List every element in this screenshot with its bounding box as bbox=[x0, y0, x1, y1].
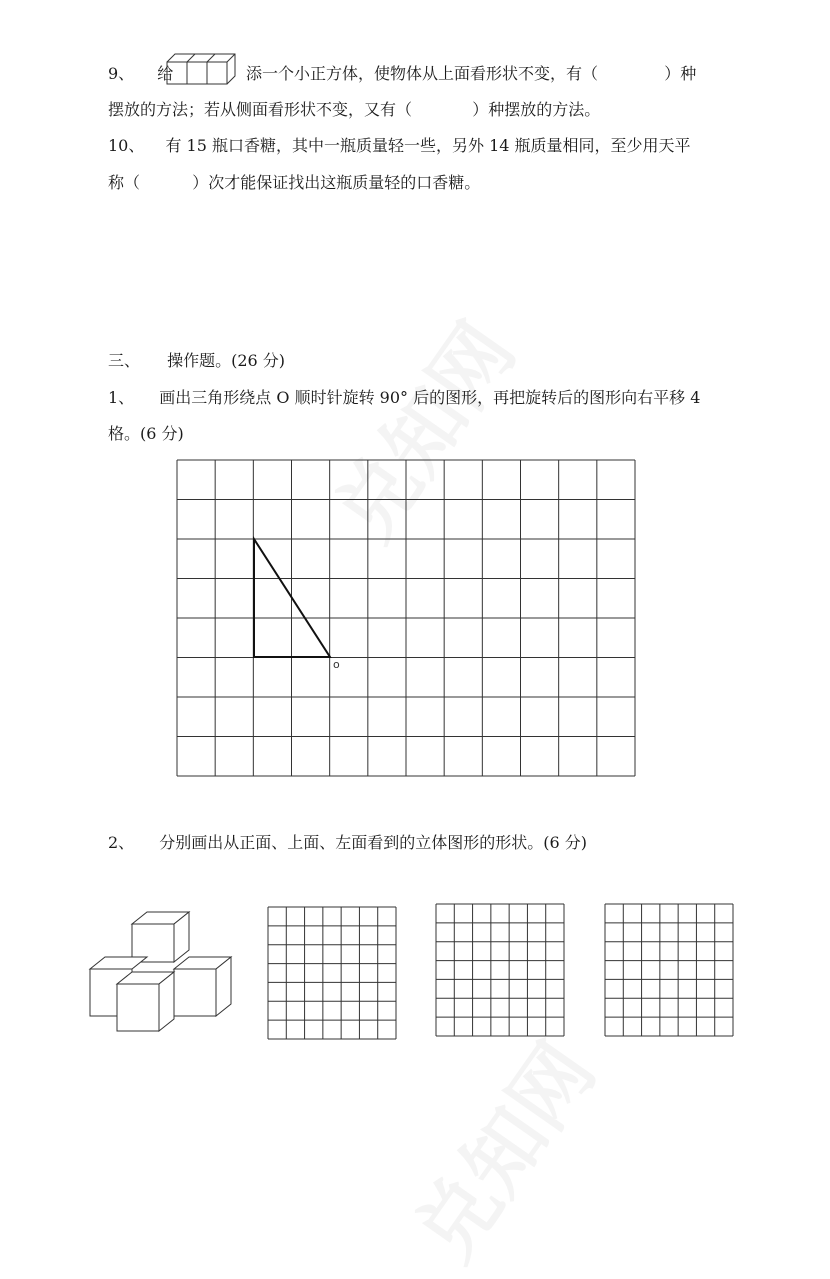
question-9-line1 bbox=[108, 62, 173, 86]
section-heading bbox=[108, 349, 285, 373]
question-text: ）种摆放的方法。 bbox=[472, 100, 601, 119]
question-number: 2、 bbox=[108, 833, 135, 852]
question-10-line2 bbox=[108, 171, 480, 195]
question-text: 格。(6 分) bbox=[108, 424, 184, 443]
question-10-line1 bbox=[108, 134, 691, 158]
question-text: 有 15 瓶口香糖，其中一瓶质量轻一些，另外 14 瓶质量相同，至少用天平 bbox=[165, 136, 691, 155]
section-title: 操作题。(26 分) bbox=[167, 351, 286, 370]
question-9-line2 bbox=[108, 98, 600, 122]
question-text: 称（ bbox=[108, 173, 141, 192]
cube-row-figure bbox=[165, 52, 235, 86]
question-text: 摆放的方法；若从侧面看形状不变，又有（ bbox=[108, 100, 413, 119]
question-number: 1、 bbox=[108, 388, 135, 407]
question-text: ）种 bbox=[664, 64, 697, 83]
op2-line bbox=[108, 831, 587, 855]
question-text: 添一个小正方体，使物体从上面看形状不变，有（ bbox=[246, 64, 599, 83]
watermark bbox=[384, 1016, 616, 1279]
question-9-line1b bbox=[246, 62, 696, 86]
left-view-grid[interactable] bbox=[604, 903, 734, 1037]
question-text: 画出三角形绕点 O 顺时针旋转 90° 后的图形，再把旋转后的图形向右平移 4 bbox=[159, 388, 701, 407]
section-number: 三、 bbox=[108, 351, 141, 370]
front-view-grid[interactable] bbox=[267, 906, 397, 1040]
question-text: ）次才能保证找出这瓶质量轻的口香糖。 bbox=[192, 173, 481, 192]
question-text: 给 bbox=[157, 64, 174, 83]
rotation-grid[interactable] bbox=[176, 459, 636, 779]
top-view-grid[interactable] bbox=[435, 903, 565, 1037]
point-o-label: o bbox=[333, 658, 340, 671]
cubes-solid-figure bbox=[88, 908, 238, 1048]
question-number: 10、 bbox=[108, 136, 145, 155]
op1-line2 bbox=[108, 422, 184, 446]
question-number: 9、 bbox=[108, 64, 135, 83]
question-text: 分别画出从正面、上面、左面看到的立体图形的形状。(6 分) bbox=[159, 833, 588, 852]
op1-line1 bbox=[108, 386, 700, 410]
